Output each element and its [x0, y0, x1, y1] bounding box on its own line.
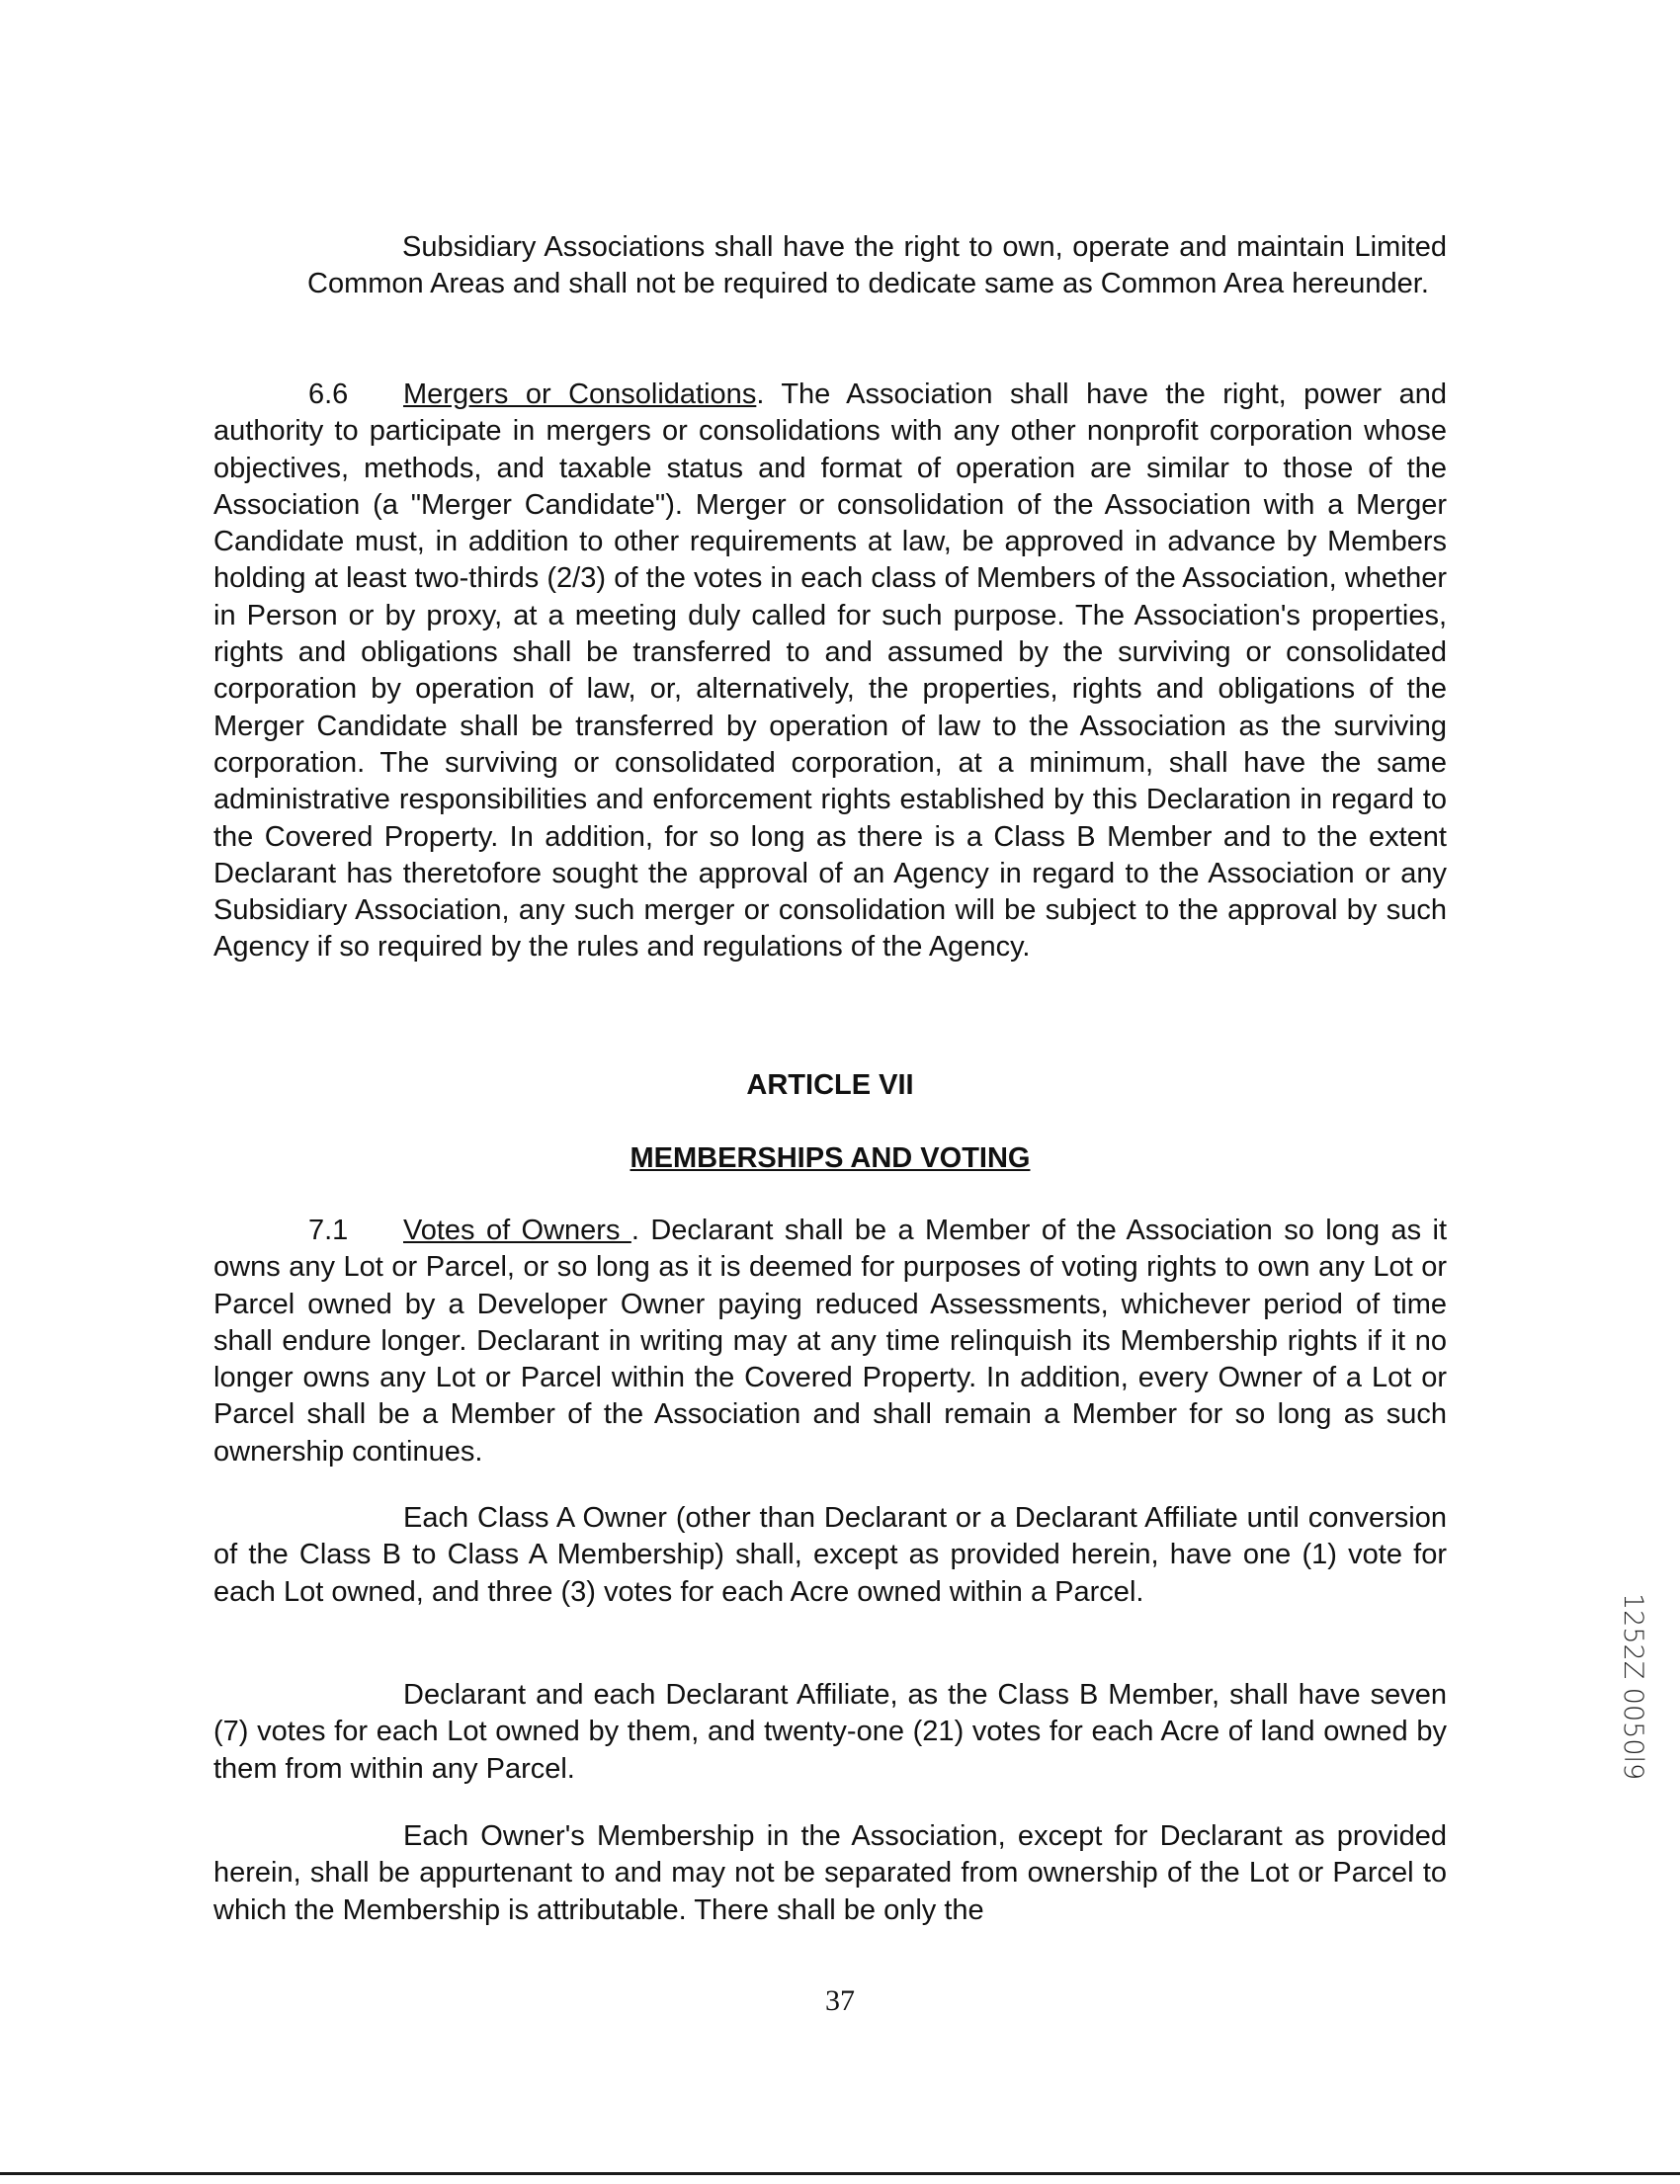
paragraph-membership-appurtenant [213, 1818, 1447, 1929]
section-number: 6.6 [308, 378, 349, 410]
section-body: . Declarant shall be a Member of the Association so long as it owns any Lot or Parcel, or so long as it is deemed for purposes of voting rights to own any Lot or Parcel owned by a Developer Owner paying reduced Assessments, whichever period of time shall endure longer. Declarant in writing may at any time relinquish its Membership rights if it no longer owns any Lot or Parcel within the Covered Property. In addition, every Owner of a Lot or Parcel shall be a Member of the Association and shall remain a Member for so long as such ownership continues. [213, 1215, 1447, 1468]
recording-stamp-text: 1252Z 0050l9 [1618, 1593, 1648, 1781]
paragraph-text: Subsidiary Associations shall have the right to own, operate and maintain Limited Common Areas and shall not be required to dedicate same as Common Area hereunder. [307, 231, 1447, 300]
section-body: . The Association shall have the right, power and authority to participate in mergers or consolidations with any other nonprofit corporation whose objectives, methods, and taxable status and format of operation are similar to those of the Association (a "Merger Candidate"). Merger or consolidation of the Association with a Merger Candidate must, in addition to other requirements at law, be approved in advance by Members holding at least two-thirds (2/3) of the votes in each class of Members of the Association, whether in Person or by proxy, at a meeting duly called for such purpose. The Association's properties, rights and obligations shall be transferred to and assumed by the surviving or consolidated corporation by operation of law, or, alternatively, the properties, rights and obligations of the Merger Candidate shall be transferred by operation of law to the Association as the surviving corporation. The surviving or consolidated corporation, at a minimum, shall have the same administrative responsibilities and enforcement rights established by this Declaration in regard to the Covered Property. In addition, for so long as there is a Class B Member and to the extent Declarant has theretofore sought the approval of an Agency in regard to the Association or any Subsidiary Association, any such merger or consolidation will be subject to the approval by such Agency if so required by the rules and regulations of the Agency. [213, 378, 1447, 964]
section-number: 7.1 [308, 1215, 349, 1246]
paragraph-text: Each Owner's Membership in the Association, except for Declarant as provided herein, shall be appurtenant to and may not be separated from ownership of the Lot or Parcel to which the Membership is attributable. There shall be only the [213, 1820, 1447, 1926]
paragraph-text: Declarant and each Declarant Affiliate, as the Class B Member, shall have seven (7) votes for each Lot owned by them, and twenty-one (21) votes for each Acre of land owned by them from within any Parcel. [213, 1679, 1447, 1785]
article-title-text: MEMBERSHIPS AND VOTING [630, 1142, 1031, 1174]
article-heading-text: ARTICLE VII [746, 1069, 914, 1101]
recording-stamp [1605, 1593, 1648, 1850]
paragraph-class-b-votes [213, 1677, 1447, 1788]
paragraph-text: Each Class A Owner (other than Declarant or a Declarant Affiliate until conversion of the Class B to Class A Membership) shall, except as provided herein, have one (1) vote for each Lot owned, and three (3) votes for each Acre owned within a Parcel. [213, 1502, 1447, 1608]
article-title [213, 1140, 1447, 1177]
paragraph-class-a-votes [213, 1500, 1447, 1611]
page-number: 37 [825, 1984, 855, 2017]
section-7-1 [213, 1213, 1447, 1470]
section-title: Votes of Owners [403, 1215, 631, 1246]
paragraph-subsidiary-associations [307, 229, 1447, 303]
section-6-6 [213, 377, 1447, 966]
page-bottom-rule [0, 2172, 1680, 2175]
section-title: Mergers or Consolidations [403, 378, 757, 410]
article-heading [213, 1067, 1447, 1104]
